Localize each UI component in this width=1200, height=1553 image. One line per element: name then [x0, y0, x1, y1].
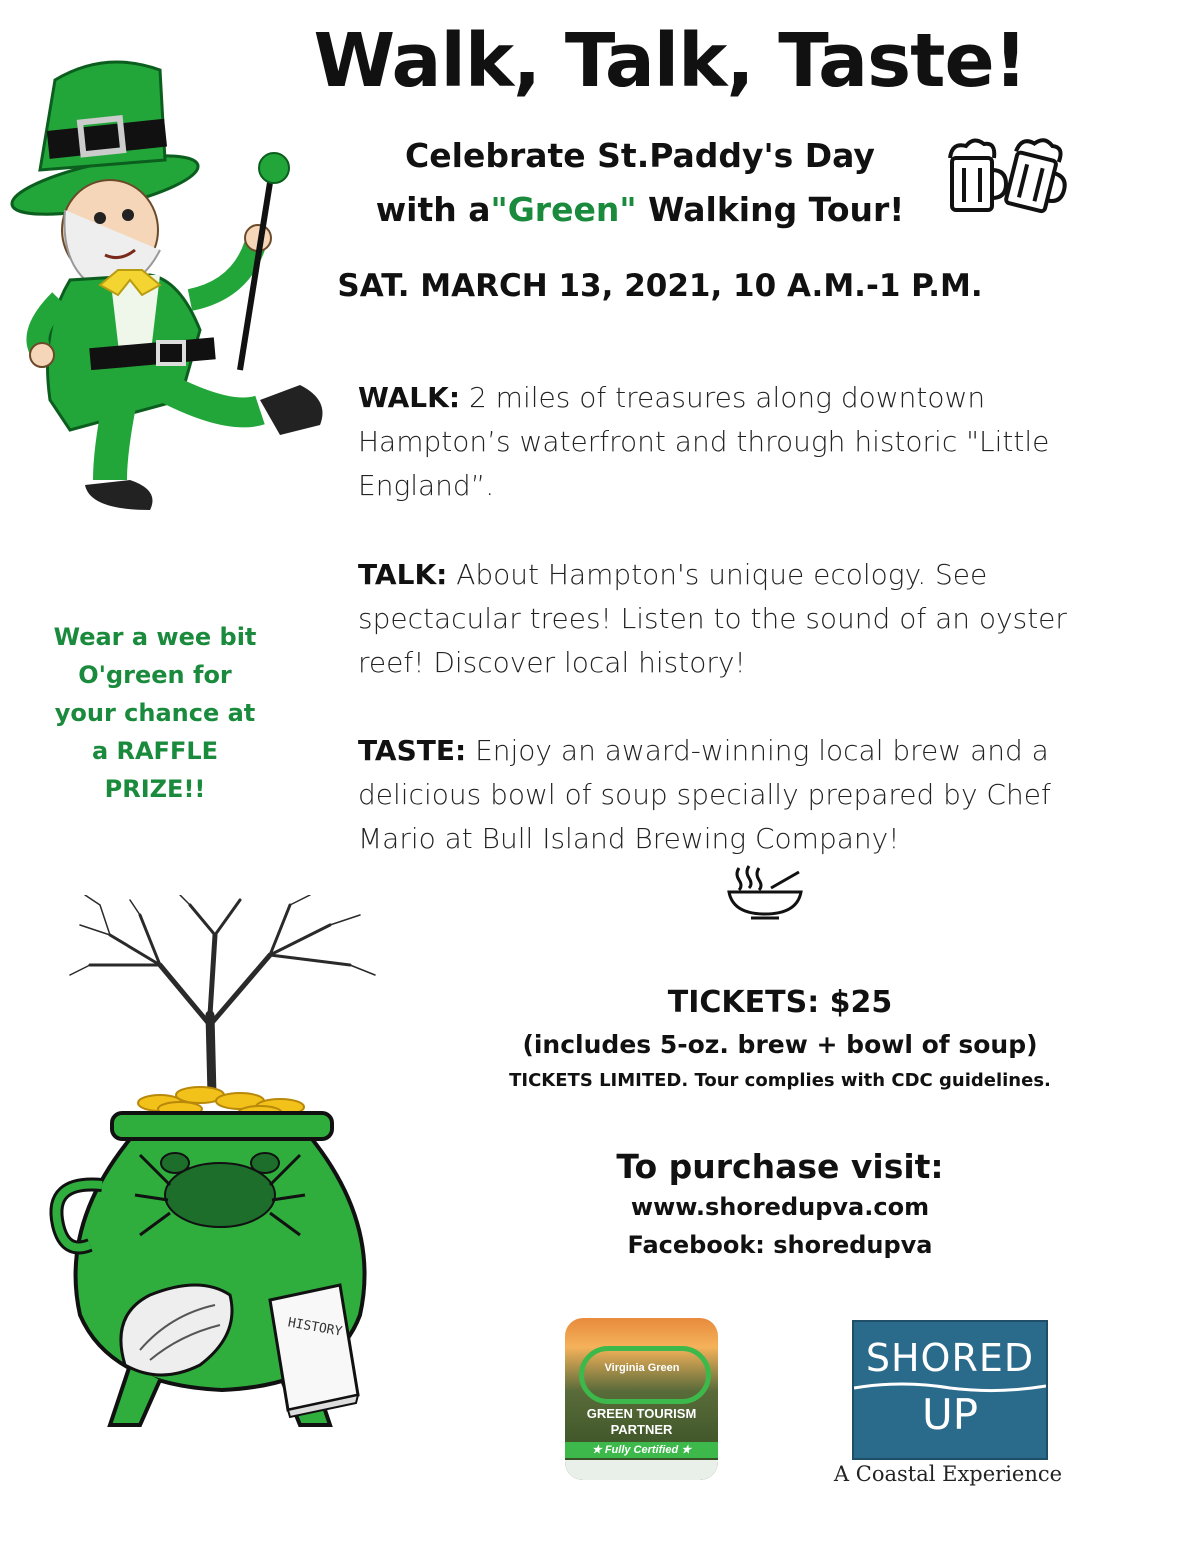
shored-up-line-1: SHORED [865, 1336, 1035, 1380]
raffle-note: Wear a wee bit O'green for your chance at a RAFFLE PRIZE!! [53, 623, 257, 803]
soup-bowl-icon [725, 862, 805, 920]
taste-section [358, 729, 1098, 861]
subtitle-line-1: Celebrate St.Paddy's Day [405, 136, 875, 175]
shored-up-logo [852, 1320, 1048, 1460]
virginia-green-line-1: GREEN TOURISM [586, 1406, 697, 1421]
talk-label: TALK: [358, 558, 448, 591]
shored-up-tagline: A Coastal Experience [833, 1462, 1063, 1486]
taste-label: TASTE: [358, 734, 467, 767]
virginia-green-certified: ★ Fully Certified ★ [565, 1442, 718, 1458]
ticket-price: TICKETS: $25 [667, 985, 893, 1020]
talk-text: About Hampton's unique ecology. See spectacular trees! Listen to the sound of an oyster reef! Discover local history! [358, 558, 1067, 679]
walk-section [358, 376, 1098, 508]
virginia-green-line-2: PARTNER [610, 1422, 673, 1437]
tree-illustration [70, 895, 375, 1095]
beer-mugs-icon [942, 128, 1067, 218]
facebook-link[interactable]: Facebook: shoredupva [627, 1231, 933, 1259]
subtitle-pre: with a [375, 190, 491, 229]
ticket-includes: (includes 5-oz. brew + bowl of soup) [522, 1030, 1038, 1059]
walk-label: WALK: [358, 381, 461, 414]
page-title: Walk, Talk, Taste! [313, 18, 1027, 104]
website-link[interactable]: www.shoredupva.com [630, 1193, 930, 1221]
event-date: SAT. MARCH 13, 2021, 10 A.M.-1 P.M. [337, 268, 983, 304]
leprechaun-illustration [0, 40, 340, 530]
talk-section [358, 553, 1098, 685]
history-book-label: HISTORY [286, 1315, 344, 1340]
virginia-green-footer [565, 1460, 718, 1480]
walk-text: 2 miles of treasures along downtown Hampton’s waterfront and through historic "Little England”. [358, 381, 1050, 502]
subtitle-green-word: "Green" [490, 190, 637, 229]
virginia-green-logo [565, 1318, 718, 1480]
purchase-heading: To purchase visit: [616, 1147, 944, 1186]
shored-up-line-2: UP [921, 1390, 979, 1439]
subtitle-line-2 [300, 190, 980, 229]
recycle-ring-icon [579, 1346, 711, 1404]
pot-of-gold-illustration [40, 895, 390, 1455]
subtitle-post: Walking Tour! [636, 190, 905, 229]
ticket-limited-note: TICKETS LIMITED. Tour complies with CDC guidelines. [509, 1070, 1051, 1091]
taste-text: Enjoy an award-winning local brew and a delicious bowl of soup specially prepared by Chef Mario at Bull Island Brewing Company! [358, 734, 1051, 855]
virginia-green-name: Virginia Green [604, 1362, 680, 1374]
